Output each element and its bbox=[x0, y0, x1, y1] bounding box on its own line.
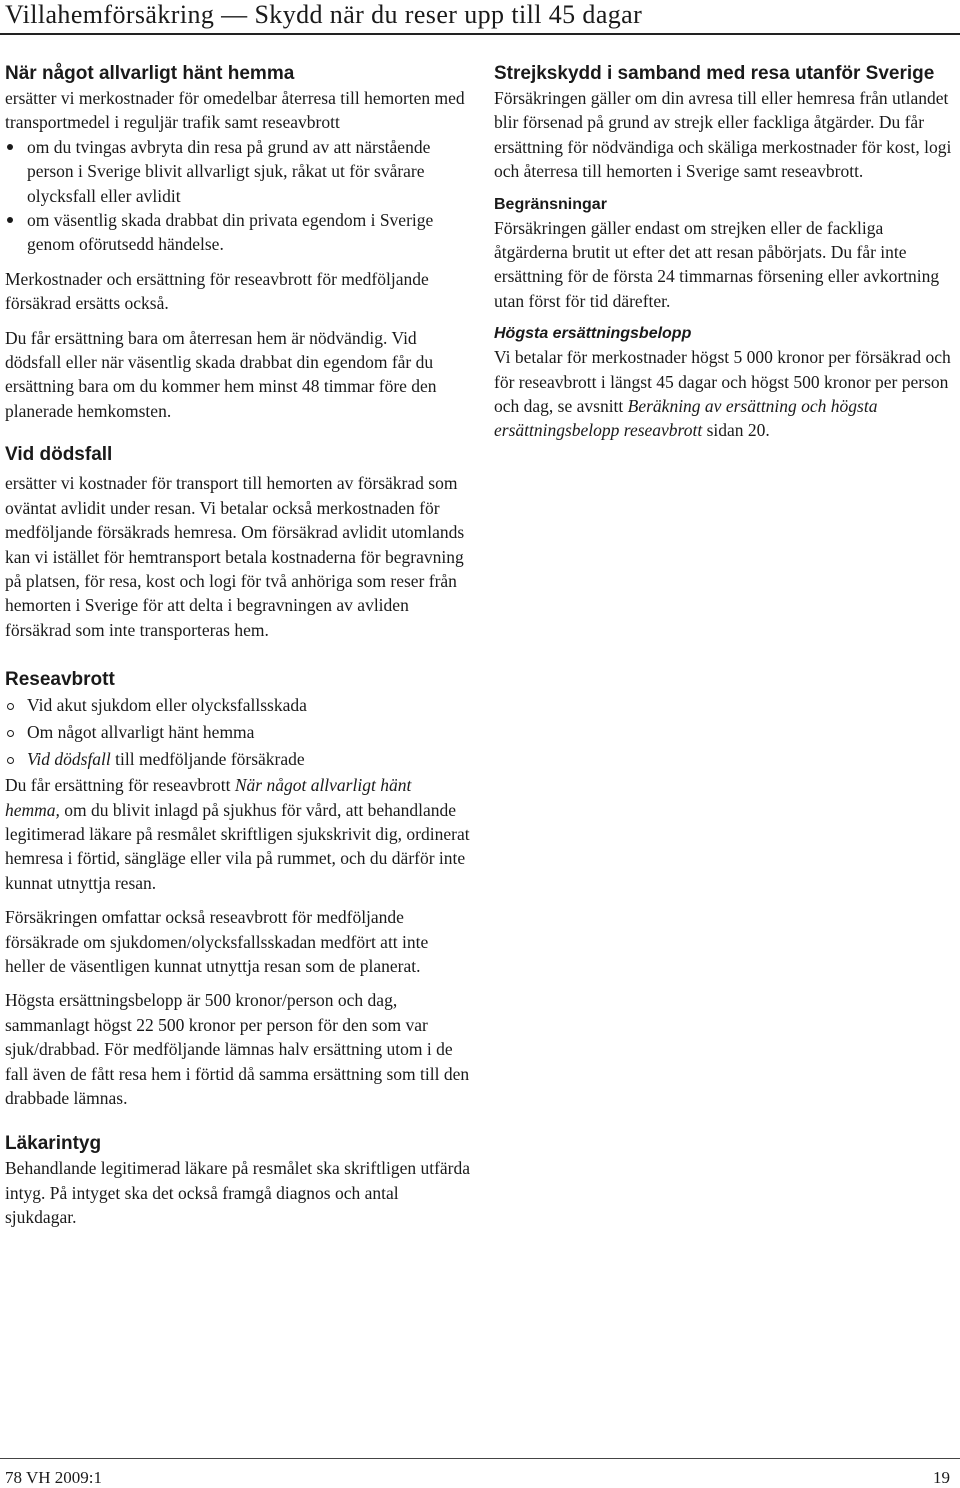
strike-protection-paragraph: Försäkringen gäller om din avresa till eller hemresa från utlandet blir försenad på grund av strejk eller fackliga åtgärder. Du får ersättning för nödvändiga och skäliga merkostnader för kost, logi och återresa till hemorten i Sverige samt reseavbrott. bbox=[494, 88, 952, 182]
trip-interruption-paragraph-1: Du får ersättning för reseavbrott När något allvarligt hänt hemma, om du blivit inlagd på sjukhus för vård, att behandlande legitimerad läkare på resmålet skriftligen sjukskrivit dig, ordinerat hemresa i förtid, sängläge eller vila på rummet, och du därför inte kunnat utnyttja resan. bbox=[5, 775, 470, 893]
heading-trip-interruption: Reseavbrott bbox=[5, 669, 115, 691]
heading-medical-certificate: Läkarintyg bbox=[5, 1133, 102, 1155]
medical-certificate-paragraph: Behandlande legitimerad läkare på resmålet ska skriftligen utfärda intyg. På intyget ska det också framgå diagnos och antal sjukdagar. bbox=[5, 1158, 471, 1228]
list-item: Vid akut sjukdom eller olycksfallsskada bbox=[5, 692, 470, 719]
max-compensation-paragraph: Vi betalar för merkostnader högst 5 000 kronor per försäkrad och för reseavbrott i längst 45 dagar och högst 500 kronor per person och dag, se avsnitt Beräkning av ersättning och högsta ersättningsbelopp reseavbrott sidan 20. bbox=[494, 347, 951, 441]
heading-max-compensation: Högsta ersättningsbelopp bbox=[494, 325, 692, 343]
title-divider bbox=[0, 33, 960, 35]
heading-strike-protection: Strejkskydd i samband med resa utanför Sverige bbox=[494, 63, 935, 84]
heading-limitations: Begränsningar bbox=[494, 195, 607, 213]
bullet-icon bbox=[7, 217, 13, 223]
trip-interruption-paragraph-2: Försäkringen omfattar också reseavbrott för medföljande försäkrade om sjukdomen/olycksfallsskadan medfört att inte heller de väsentligen kunnat utnyttja resan som de planerat. bbox=[5, 907, 429, 976]
heading-serious-event-home: När något allvarligt hänt hemma bbox=[5, 63, 295, 84]
list-item: Vid dödsfall till medföljande försäkrade bbox=[5, 746, 470, 773]
bullet-icon bbox=[7, 703, 14, 710]
serious-event-paragraph-3: Du får ersättning bara om återresan hem är nödvändig. Vid dödsfall eller när väsentlig skada drabbat din egendom får du ersättning bara om du kommer hem minst 48 timmar före den planerade hemkomsten. bbox=[5, 327, 437, 421]
left-column bbox=[5, 62, 470, 1230]
bullet-icon bbox=[7, 144, 13, 150]
right-column bbox=[494, 62, 956, 443]
bullet-icon bbox=[7, 730, 14, 737]
footer-divider bbox=[0, 1458, 960, 1459]
footer-document-code: 78 VH 2009:1 bbox=[5, 1468, 102, 1487]
bullet-icon bbox=[7, 757, 14, 764]
trip-interruption-list bbox=[5, 692, 470, 773]
page-number: 19 bbox=[933, 1468, 950, 1487]
heading-death: Vid dödsfall bbox=[5, 444, 113, 466]
list-item: Om något allvarligt hänt hemma bbox=[5, 719, 470, 746]
page-title: Villahemförsäkring — Skydd när du reser upp till 45 dagar bbox=[5, 0, 643, 29]
list-item: om väsentlig skada drabbat din privata egendom i Sverige genom oförutsedd händelse. bbox=[5, 208, 470, 257]
list-item: om du tvingas avbryta din resa på grund av att närstående person i Sverige blivit allvarligt sjuk, råkat ut för svårare olycksfall eller avlidit bbox=[5, 135, 470, 208]
serious-event-paragraph-2: Merkostnader och ersättning för reseavbrott för medföljande försäkrad ersätts också. bbox=[5, 268, 429, 314]
serious-event-intro: ersätter vi merkostnader för omedelbar återresa till hemorten med transportmedel i reguljär trafik samt reseavbrott bbox=[5, 88, 465, 133]
serious-event-list bbox=[5, 135, 470, 257]
death-paragraph: ersätter vi kostnader för transport till hemorten av försäkrad som oväntat avlidit under resan. Vi betalar också merkostnaden för medföljande försäkrads hemresa. Om försäkrad avlidit utomlands kan vi istället för hemtransport betala kostnaderna för begravning på platsen, för resa, kost och logi för två anhöriga som reser från hemorten i Sverige för att delta i begravningen av avliden försäkrad som inte transporteras hem. bbox=[5, 473, 465, 640]
limitations-paragraph: Försäkringen gäller endast om strejken eller de fackliga åtgärderna brutit ut efter det att resan påbörjats. Du får inte ersättning för de första 24 timmarnas försening eller avkortning utan först för tid därefter. bbox=[494, 217, 940, 311]
trip-interruption-paragraph-3: Högsta ersättningsbelopp är 500 kronor/person och dag, sammanlagt högst 22 500 kronor per person för den som var sjuk/drabbad. För medföljande lämnas halv ersättning utom i de fall även de fått resa hem i förtid då samma ersättning som till den drabbade lämnas. bbox=[5, 990, 470, 1108]
